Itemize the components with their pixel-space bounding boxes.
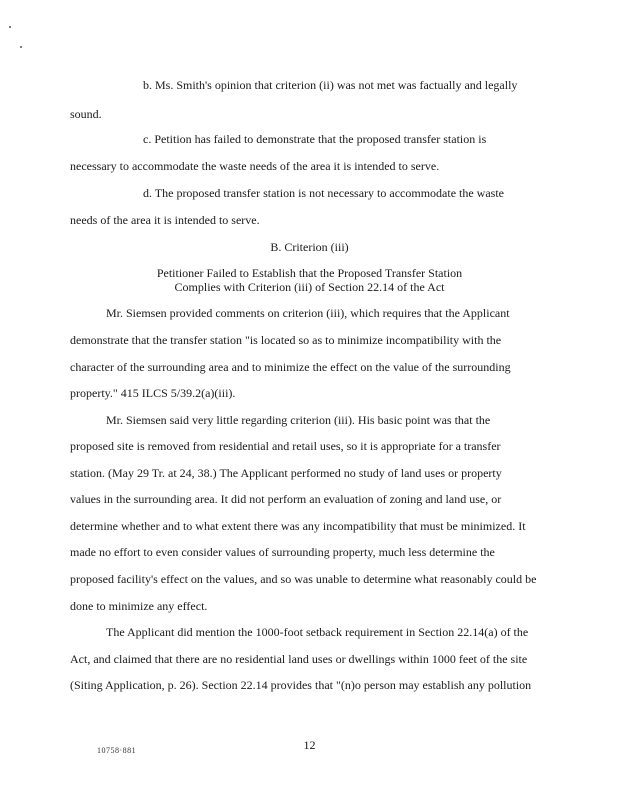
- text-line: sound.: [70, 107, 102, 121]
- paragraph-line: property." 415 ILCS 5/39.2(a)(iii).: [70, 386, 236, 400]
- paragraph-line: proposed site is removed from residential and retail uses, so it is appropriate for a transfer: [70, 439, 501, 453]
- paragraph-line: proposed facility's effect on the values, and so was unable to determine what reasonably could be: [70, 572, 537, 586]
- paragraph-line: Mr. Siemsen said very little regarding criterion (iii). His basic point was that the: [106, 413, 491, 427]
- list-item-b: b. Ms. Smith's opinion that criterion (ii) was not met was factually and legally: [143, 78, 518, 92]
- section-subheading: Petitioner Failed to Establish that the Proposed Transfer Station: [156, 266, 463, 280]
- paragraph-line: determine whether and to what extent there was any incompatibility that must be minimized. It: [70, 519, 526, 533]
- list-item-d: d. The proposed transfer station is not necessary to accommodate the waste: [143, 186, 505, 200]
- paragraph-line: done to minimize any effect.: [70, 599, 208, 613]
- scan-speck: [20, 46, 22, 48]
- paragraph-line: station. (May 29 Tr. at 24, 38.) The Applicant performed no study of land uses or property: [70, 466, 502, 480]
- paragraph-line: values in the surrounding area. It did not perform an evaluation of zoning and land use, or: [70, 492, 502, 506]
- text-line: needs of the area it is intended to serve.: [70, 213, 260, 227]
- paragraph-line: demonstrate that the transfer station "is located so as to minimize incompatibility with the: [70, 333, 502, 347]
- scan-speck: [9, 26, 11, 28]
- paragraph-line: Mr. Siemsen provided comments on criterion (iii), which requires that the Applicant: [106, 306, 510, 320]
- list-item-c: c. Petition has failed to demonstrate that the proposed transfer station is: [143, 132, 487, 146]
- document-id-footer: 10758·881: [97, 746, 137, 755]
- text-line: necessary to accommodate the waste needs of the area it is intended to serve.: [70, 159, 440, 173]
- paragraph-line: made no effort to even consider values of surrounding property, much less determine the: [70, 545, 495, 559]
- paragraph-line: character of the surrounding area and to minimize the effect on the value of the surrounding: [70, 360, 511, 374]
- paragraph-line: The Applicant did mention the 1000-foot setback requirement in Section 22.14(a) of the: [106, 625, 529, 639]
- section-subheading: Complies with Criterion (iii) of Section 22.14 of the Act: [174, 280, 445, 294]
- paragraph-line: Act, and claimed that there are no residential land uses or dwellings within 1000 feet of the site: [70, 652, 528, 666]
- paragraph-line: (Siting Application, p. 26). Section 22.14 provides that "(n)o person may establish any pollution: [70, 678, 532, 692]
- page-number: 12: [303, 738, 316, 752]
- section-heading: B. Criterion (iii): [270, 240, 349, 254]
